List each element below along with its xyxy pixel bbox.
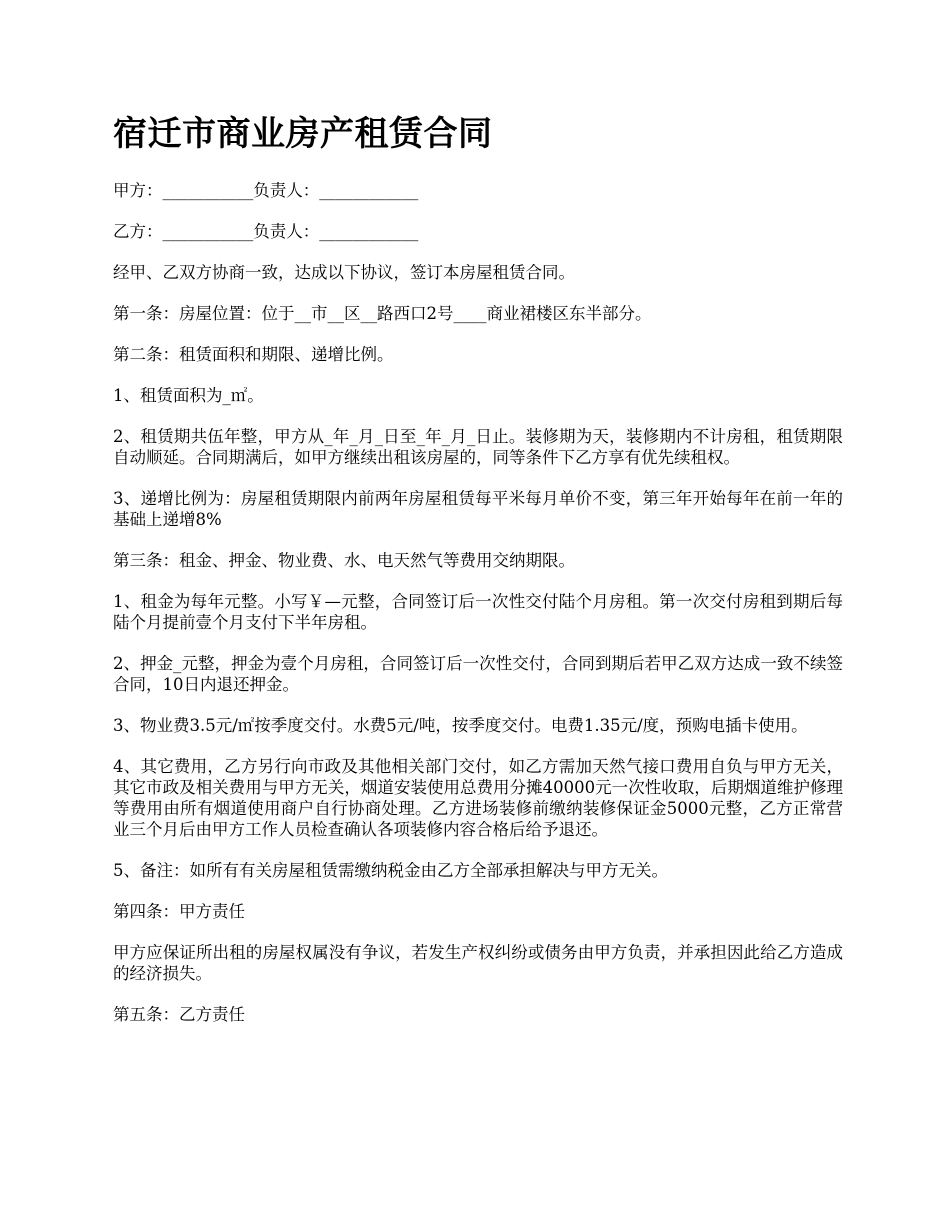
article-3-item-4: 4、其它费用，乙方另行向市政及其他相关部门交付，如乙方需加天然气接口费用自负与甲方无关，其它市政及相关费用与甲方无关，烟道安装使用总费用分摊40000元一次性收取，后期烟道维护修理等费用由所有烟道使用商户自行协商处理。乙方进场装修前缴纳装修保证金5000元整，乙方正常营业三个月后由甲方工作人员检查确认各项装修内容合格后给予退还。 — [113, 757, 843, 839]
article-2-heading: 第二条：租赁面积和期限、递增比例。 — [113, 345, 394, 364]
article-2-item-3: 3、递增比例为：房屋租赁期限内前两年房屋租赁每平米每月单价不变，第三年开始每年在前一年的基础上递增8% — [113, 489, 843, 529]
party-b-line: 乙方：___________负责人：____________ — [113, 222, 419, 241]
article-3-heading: 第三条：租金、押金、物业费、水、电天然气等费用交纳期限。 — [113, 551, 575, 570]
article-4-heading: 第四条：甲方责任 — [113, 902, 245, 921]
agreement-intro: 经甲、乙双方协商一致，达成以下协议，签订本房屋租赁合同。 — [113, 263, 575, 282]
document-body — [113, 180, 843, 1045]
article-3-item-2: 2、押金_元整，押金为壹个月房租，合同签订后一次性交付，合同到期后若甲乙双方达成一致不续签合同，10日内退还押金。 — [113, 654, 843, 694]
document-title: 宿迁市商业房产租赁合同 — [113, 114, 493, 154]
article-3-item-1: 1、租金为每年元整。小写￥—元整，合同签订后一次性交付陆个月房租。第一次交付房租到期后每陆个月提前壹个月支付下半年房租。 — [113, 592, 843, 632]
article-5-heading: 第五条：乙方责任 — [113, 1005, 245, 1024]
article-4-text: 甲方应保证所出租的房屋权属没有争议，若发生产权纠纷或债务由甲方负责，并承担因此给乙方造成的经济损失。 — [113, 943, 843, 983]
party-a-line: 甲方：___________负责人：____________ — [113, 181, 419, 200]
article-2-item-2: 2、租赁期共伍年整，甲方从_年_月_日至_年_月_日止。装修期为天，装修期内不计房租，租赁期限自动顺延。合同期满后，如甲方继续出租该房屋的，同等条件下乙方享有优先续租权。 — [113, 427, 843, 467]
article-3-item-3: 3、物业费3.5元/㎡按季度交付。水费5元/吨，按季度交付。电费1.35元/度，预购电插卡使用。 — [113, 716, 808, 735]
article-3-item-5: 5、备注：如所有有关房屋租赁需缴纳税金由乙方全部承担解决与甲方无关。 — [113, 861, 668, 880]
article-2-item-1: 1、租赁面积为_㎡。 — [113, 386, 264, 405]
article-1-location: 第一条：房屋位置：位于__市__区__路西口2号____商业裙楼区东半部分。 — [113, 304, 652, 323]
